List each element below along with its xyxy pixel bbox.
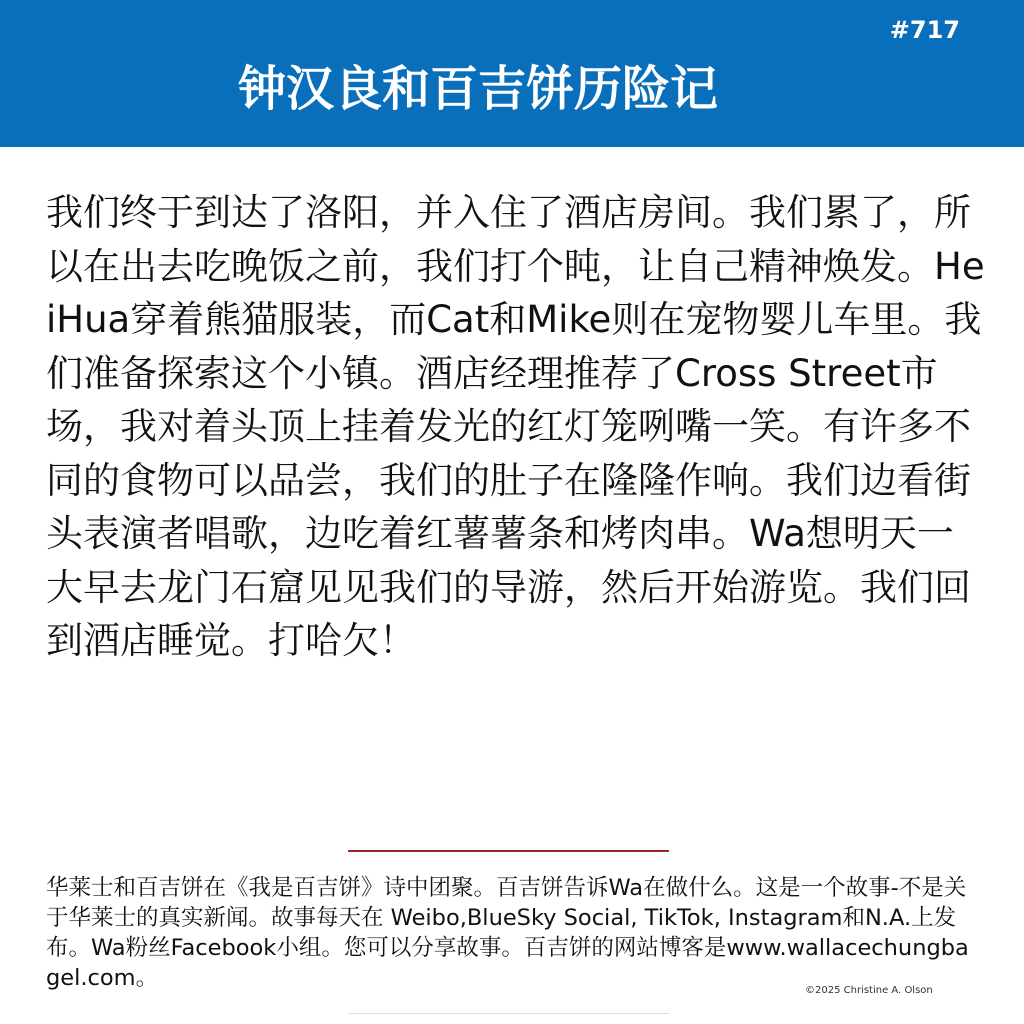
copyright: ©2025 Christine A. Olson <box>805 985 933 996</box>
bottom-rule <box>348 1013 669 1014</box>
divider <box>348 850 669 852</box>
footer-note: 华莱士和百吉饼在《我是百吉饼》诗中团聚。百吉饼告诉Wa在做什么。这是一个故事-不是关于华莱士的真实新闻。故事每天在 Weibo,BlueSky Social, TikTok, Instagram和N.A.上发布。Wa粉丝Facebook小组。您可以分享故事。百吉饼的网站博客是www.wallacechungbagel.com。 <box>46 875 969 991</box>
header-banner <box>0 0 1024 147</box>
story-text: 我们终于到达了洛阳，并入住了酒店房间。我们累了，所以在出去吃晚饭之前，我们打个盹，让自己精神焕发。HeiHua穿着熊猫服装，而Cat和Mike则在宠物婴儿车里。我们准备探索这个小镇。酒店经理推荐了Cross Street市场，我对着头顶上挂着发光的红灯笼咧嘴一笑。有许多不同的食物可以品尝，我们的肚子在隆隆作响。我们边看街头表演者唱歌，边吃着红薯薯条和烤肉串。Wa想明天一大早去龙门石窟见见我们的导游，然后开始游览。我们回到酒店睡觉。打哈欠！ <box>46 191 985 662</box>
page-title: 钟汉良和百吉饼历险记 <box>237 61 718 117</box>
issue-number: #717 <box>889 16 960 44</box>
